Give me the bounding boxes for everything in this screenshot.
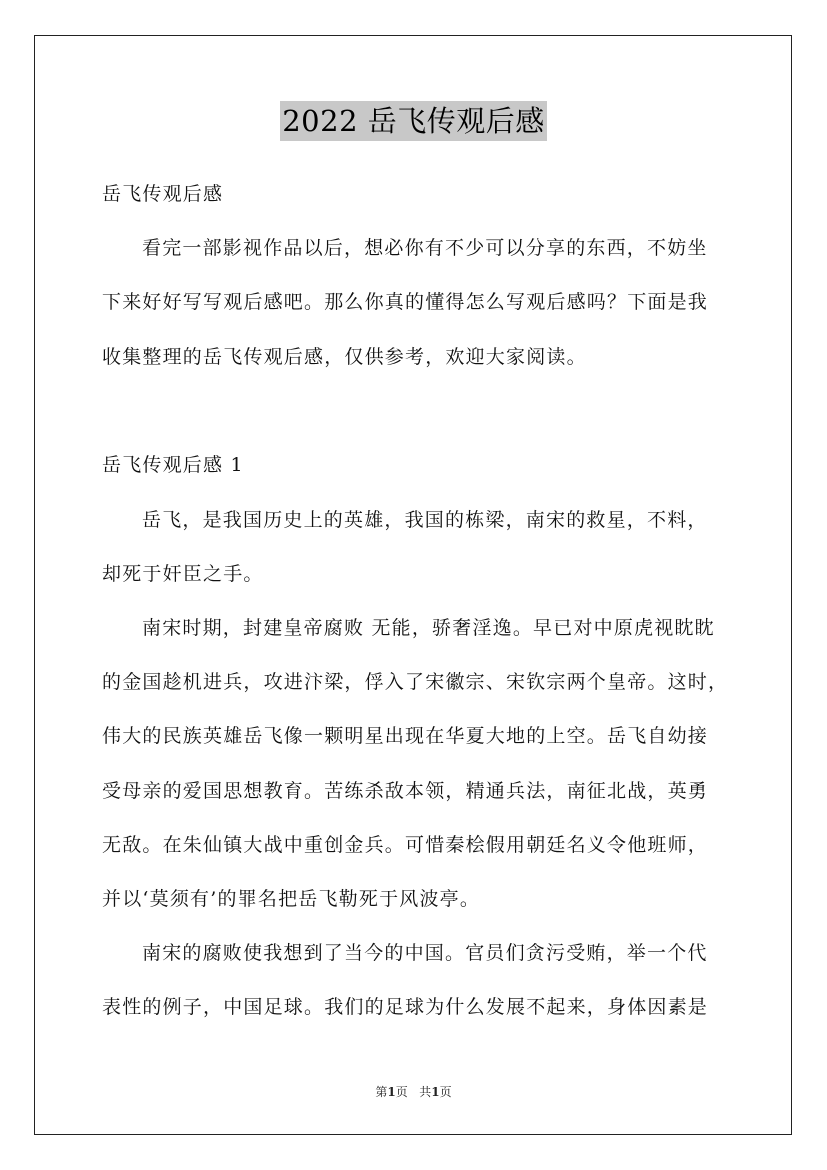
paragraph-line: 表性的例子，中国足球。我们的足球为什么发展不起来，身体因素是 [102, 996, 709, 1018]
paragraph-line: 受母亲的爱国思想教育。苦练杀敌本领，精通兵法，南征北战，英勇 [102, 780, 709, 802]
total-pages: 1 [431, 1085, 440, 1099]
paragraph-line: 看完一部影视作品以后，想必你有不少可以分享的东西，不妨坐 [142, 237, 708, 259]
page-prefix: 第 [375, 1085, 388, 1099]
document-title: 2022 岳飞传观后感 [280, 101, 547, 141]
page-footer [0, 1083, 827, 1100]
paragraph-line: 下来好好写写观后感吧。那么你真的懂得怎么写观后感吗？下面是我 [102, 291, 709, 313]
page-current: 1 [387, 1085, 396, 1099]
title-container [0, 101, 827, 141]
paragraph-line: 南宋时期，封建皇帝腐败 无能，骄奢淫逸。早已对中原虎视眈眈 [142, 617, 715, 639]
paragraph-line: 收集整理的岳飞传观后感，仅供参考，欢迎大家阅读。 [102, 346, 587, 368]
total-prefix: 共 [419, 1085, 432, 1099]
paragraph-line: 的金国趁机进兵，攻进汴梁，俘入了宋徽宗、宋钦宗两个皇帝。这时， [102, 671, 729, 693]
section-heading: 岳飞传观后感 1 [102, 454, 244, 476]
page-suffix: 页 [395, 1085, 408, 1099]
section-heading: 岳飞传观后感 [102, 183, 224, 205]
paragraph-line: 伟大的民族英雄岳飞像一颗明星出现在华夏大地的上空。岳飞自幼接 [102, 725, 709, 747]
paragraph-line: 并以‘莫须有’的罪名把岳飞勒死于风波亭。 [102, 888, 481, 910]
total-suffix: 页 [439, 1085, 452, 1099]
paragraph-line: 南宋的腐败使我想到了当今的中国。官员们贪污受贿，举一个代 [142, 942, 708, 964]
paragraph-line: 却死于奸臣之手。 [102, 563, 264, 585]
paragraph-line: 无敌。在朱仙镇大战中重创金兵。可惜秦桧假用朝廷名义令他班师， [102, 834, 709, 856]
paragraph-line: 岳飞，是我国历史上的英雄，我国的栋梁，南宋的救星，不料， [142, 509, 708, 531]
